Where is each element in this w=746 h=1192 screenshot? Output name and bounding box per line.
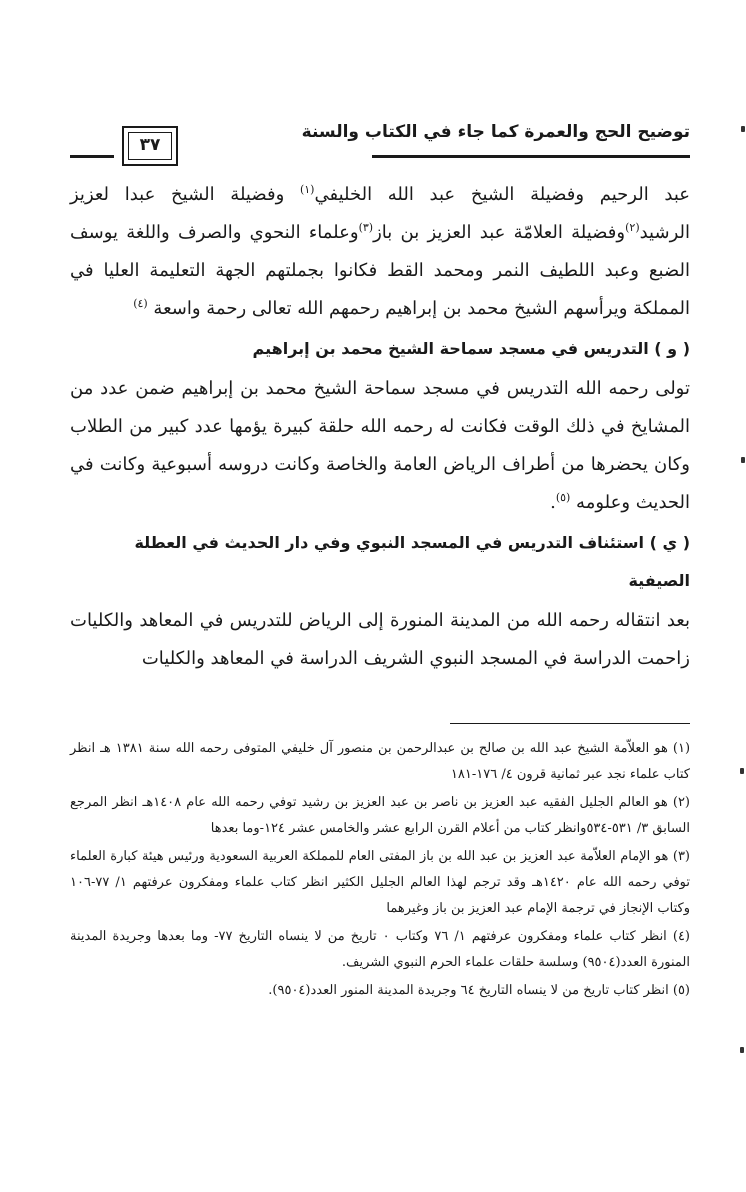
- scan-mark: [741, 126, 745, 132]
- footnote-ref-3[interactable]: (٣): [358, 221, 374, 234]
- paragraph: [70, 176, 690, 328]
- header-rule: [70, 155, 114, 158]
- page-number-frame: [122, 126, 178, 166]
- text-run: وعلماء النحوي والصرف واللغة يوسف الضبع وعبد اللطيف النمر ومحمد القط فكانوا بجملتهم الجهة التعليمة العليا في المملكة ويرأسهم الشيخ محمد بن إبراهيم رحمهم الله تعالى رحمة واسعة: [70, 222, 690, 319]
- text-run: تولى رحمه الله التدريس في مسجد سماحة الشيخ محمد بن إبراهيم ضمن عدد من المشايخ في ذلك الوقت فكانت له رحمه الله حلقة كبيرة يؤمها عدد كبير من الطلاب وكان يحضرها من أطراف الرياض العامة والخاصة وكانت دروسه أسبوعية وكانت في الحديث وعلومه: [70, 378, 690, 513]
- text-run: عبد الرحيم وفضيلة الشيخ عبد الله الخليفي: [314, 184, 691, 205]
- footnote: (٤) انظر كتاب علماء ومفكرون عرفتهم ١/ ٧٦ وكتاب ٠ تاريخ من لا ينساه التاريخ ٧٧- وما بعدها وجريدة المدينة المنورة العدد(٩٥٠٤) وسلسة حلقات علماء الحرم النبوي الشريف.: [70, 929, 690, 970]
- footnote-ref-4[interactable]: (٤): [133, 297, 148, 310]
- page-number: ٣٧: [139, 135, 161, 155]
- footnote: (٥) انظر كتاب تاريخ من لا ينساه التاريخ ٦٤ وجريدة المدينة المنور العدد(٩٥٠٤).: [268, 983, 690, 998]
- footnote-ref-2[interactable]: (٢): [625, 221, 640, 234]
- scan-mark: [740, 768, 744, 774]
- paragraph: [70, 370, 690, 522]
- footnote-separator: [450, 723, 690, 724]
- page-header: [70, 118, 690, 178]
- text-run: وفضيلة العلامّة عبد العزيز بن باز: [373, 222, 626, 243]
- section-heading: ( ي ) استئناف التدريس في المسجد النبوي وفي دار الحديث في العطلة الصيفية: [134, 533, 690, 590]
- footnote: (٣) هو الإمام العلاّمة عبد العزيز بن عبد الله بن باز المفتى العام للمملكة العربية السعودية ورئيس هيئة كبارة العلماء توفي رحمه الله عام ١٤٢٠هـ وقد ترجم لهذا العالم الجليل الكثير انظر كتاب علماء ومفكرون عرفتهم ١/ ٧٧-١٠٦ وكتاب الإنجاز في ترجمة الإمام عبد العزيز بن باز وغيرهما: [70, 849, 690, 916]
- text-run: وفضيلة الشيخ عبدا لعزيز الرشيد: [70, 184, 690, 243]
- footnote-ref-1[interactable]: (١): [299, 183, 315, 196]
- footnotes: [70, 736, 690, 1006]
- running-title: توضيح الحج والعمرة كما جاء في الكتاب والسنة: [301, 122, 690, 142]
- main-text: [70, 176, 690, 678]
- footnote-ref-5[interactable]: (٥): [555, 491, 571, 504]
- footnote: (١) هو العلاّمة الشيخ عبد الله بن صالح بن عبدالرحمن بن منصور آل خليفي المتوفى رحمه الله سنة ١٣٨١ هـ انظر كتاب علماء نجد عبر ثمانية قرون ٤/ ١٧٦-١٨١: [70, 741, 691, 782]
- paragraph: بعد انتقاله رحمه الله من المدينة المنورة إلى الرياض للتدريس في المعاهد والكليات زاحمت الدراسة في المسجد النبوي الشريف الدراسة في المعاهد والكليات: [70, 610, 690, 669]
- scan-mark: [740, 1047, 744, 1053]
- footnote: (٢) هو العالم الجليل الفقيه عبد العزيز بن ناصر بن عبد العزيز بن رشيد توفي رحمه الله عام ١٤٠٨هـ انظر المرجع السابق ٣/ ٥٣١-٥٣٤وانظر كتاب من أعلام القرن الرابع عشر والخامس عشر ١٢٤-وما بعدها: [70, 795, 690, 836]
- section-heading: ( و ) التدريس في مسجد سماحة الشيخ محمد بن إبراهيم: [252, 339, 690, 358]
- header-rule: [372, 155, 690, 158]
- scan-mark: [741, 457, 745, 463]
- text-run: .: [550, 492, 556, 513]
